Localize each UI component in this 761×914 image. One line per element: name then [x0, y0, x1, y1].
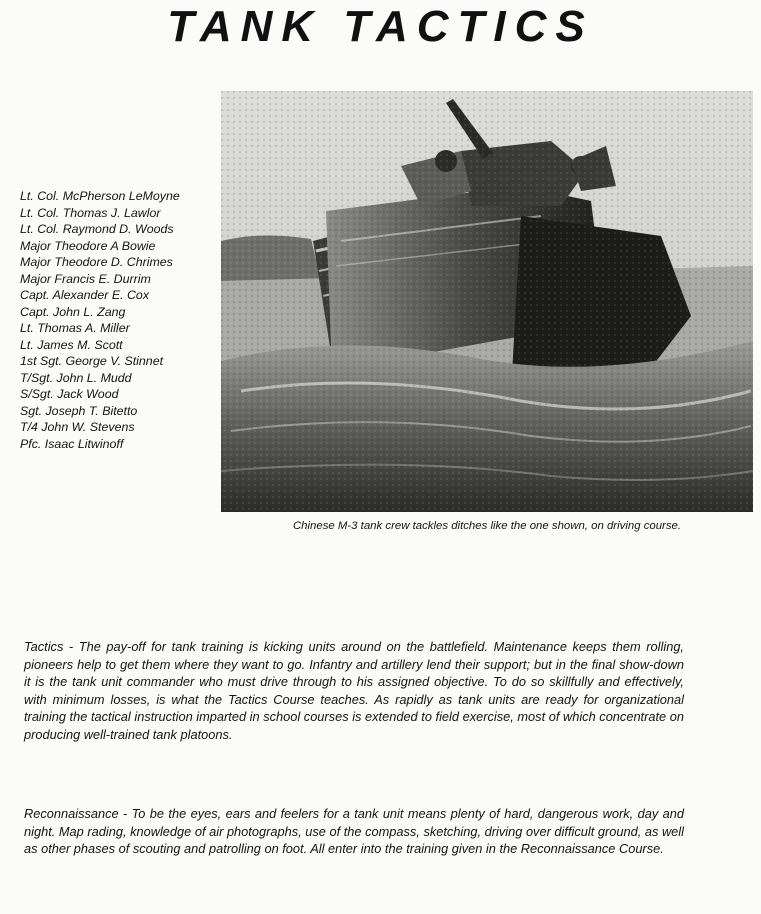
personnel-item: Capt. John L. Zang [20, 304, 126, 319]
personnel-list [20, 188, 196, 452]
personnel-item: S/Sgt. Jack Wood [20, 387, 119, 401]
personnel-item: Major Theodore A Bowie [20, 238, 156, 253]
reconnaissance-paragraph: Reconnaissance - To be the eyes, ears and feelers for a tank unit means plenty of hard, dangerous work, day and night. Map rading, knowledge of air photographs, use of the compass, sketching, driving over difficult ground, as well as other phases of scouting and patrolling on foot. All enter into the training given in the Reconnaissance Course. [24, 806, 684, 856]
page-title: TANK TACTICS [167, 2, 594, 51]
personnel-item: T/4 John W. Stevens [20, 420, 135, 434]
personnel-item: Major Francis E. Durrim [20, 271, 151, 286]
personnel-item: Lt. Col. Thomas J. Lawlor [20, 205, 161, 220]
personnel-item: Capt. Alexander E. Cox [20, 288, 150, 302]
tank-photo [221, 91, 753, 512]
personnel-item: Lt. James M. Scott [20, 337, 123, 352]
personnel-item: Lt. Col. Raymond D. Woods [20, 222, 174, 236]
photo-caption: Chinese M-3 tank crew tackles ditches like the one shown, on driving course. [292, 520, 682, 532]
tactics-paragraph: Tactics - The pay-off for tank training is kicking units around on the battlefield. Maintenance keeps them rolling, pioneers help to get them where they want to go. Infantry and artillery lend their support; but in the final show-down it is the tank unit commander who must drive through to his assigned objective. To do so skillfully and effectively, with minimum losses, is what the Tactics Course teaches. As rapidly as tank units are ready for organizational training the tactical instruction imparted in school courses is extended to field exercise, most of which concentrate on producing well-trained tank platoons. [24, 639, 684, 742]
personnel-item: T/Sgt. John L. Mudd [20, 370, 132, 385]
personnel-item: Lt. Col. McPherson LeMoyne [20, 189, 180, 203]
personnel-item: 1st Sgt. George V. Stinnet [20, 354, 164, 368]
personnel-item: Lt. Thomas A. Miller [20, 321, 130, 335]
personnel-item: Sgt. Joseph T. Bitetto [20, 403, 138, 418]
personnel-item: Major Theodore D. Chrimes [20, 255, 173, 269]
personnel-item: Pfc. Isaac Litwinoff [20, 436, 124, 451]
